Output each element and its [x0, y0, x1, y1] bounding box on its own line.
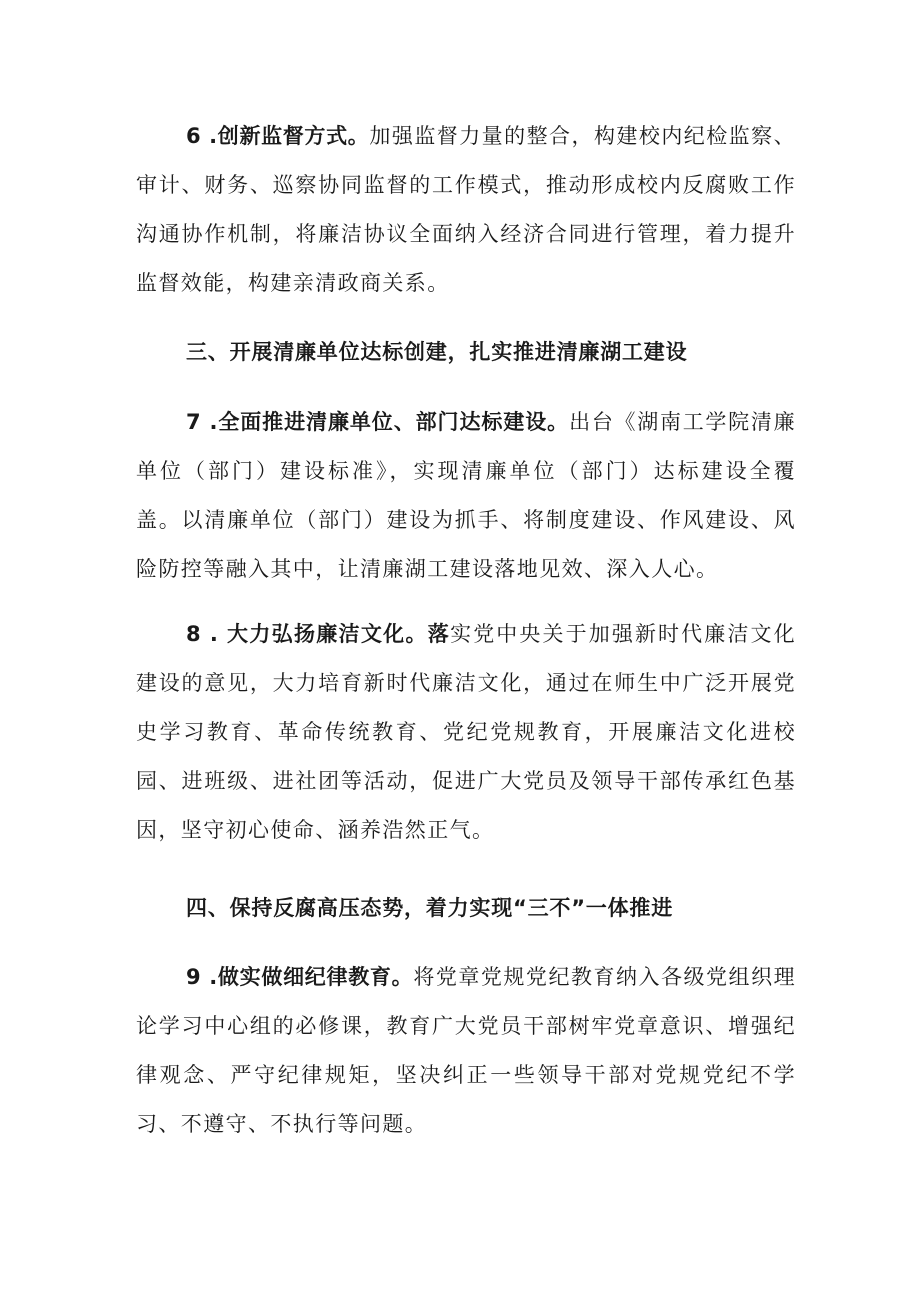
section-heading-4: 四、保持反腐高压态势，着力实现“三不”一体推进: [186, 896, 674, 920]
paragraph-7: [136, 398, 796, 594]
paragraph-6: [136, 112, 796, 308]
paragraph-9: [136, 953, 796, 1149]
paragraph-7-body: 出台《湖南工学院清廉单位（部门）建设标准》，实现清廉单位（部门）达标建设全覆盖。以清廉单位（部门）建设为抓手、将制度建设、作风建设、风险防控等融入其中，让清廉湖工建设落地见效、深入人心。: [136, 410, 796, 581]
paragraph-8-body: 实党中央关于加强新时代廉洁文化建设的意见，大力培育新时代廉洁文化，通过在师生中广泛开展党史学习教育、革命传统教育、党纪党规教育，开展廉洁文化进校园、进班级、进社团等活动，促进广大党员及领导干部传承红色基因，坚守初心使命、涵养浩然正气。: [136, 622, 796, 842]
paragraph-8: [136, 610, 796, 855]
paragraph-6-lead: 6 .创新监督方式。: [186, 124, 370, 148]
paragraph-8-lead: 8 . 大力弘扬廉洁文化。落: [186, 622, 451, 646]
section-heading-3: 三、开展清廉单位达标创建，扎实推进清廉湖工建设: [186, 340, 688, 364]
paragraph-9-lead: 9 .做实做细纪律教育。: [186, 965, 414, 989]
paragraph-6-body: 加强监督力量的整合，构建校内纪检监察、审计、财务、巡察协同监督的工作模式，推动形成校内反腐败工作沟通协作机制，将廉洁协议全面纳入经济合同进行管理，着力提升监督效能，构建亲清政商关系。: [136, 124, 796, 295]
paragraph-7-lead: 7 .全面推进清廉单位、部门达标建设。: [186, 410, 570, 434]
paragraph-9-body: 将党章党规党纪教育纳入各级党组织理论学习中心组的必修课，教育广大党员干部树牢党章意识、增强纪律观念、严守纪律规矩，坚决纠正一些领导干部对党规党纪不学习、不遵守、不执行等问题。: [136, 965, 796, 1136]
